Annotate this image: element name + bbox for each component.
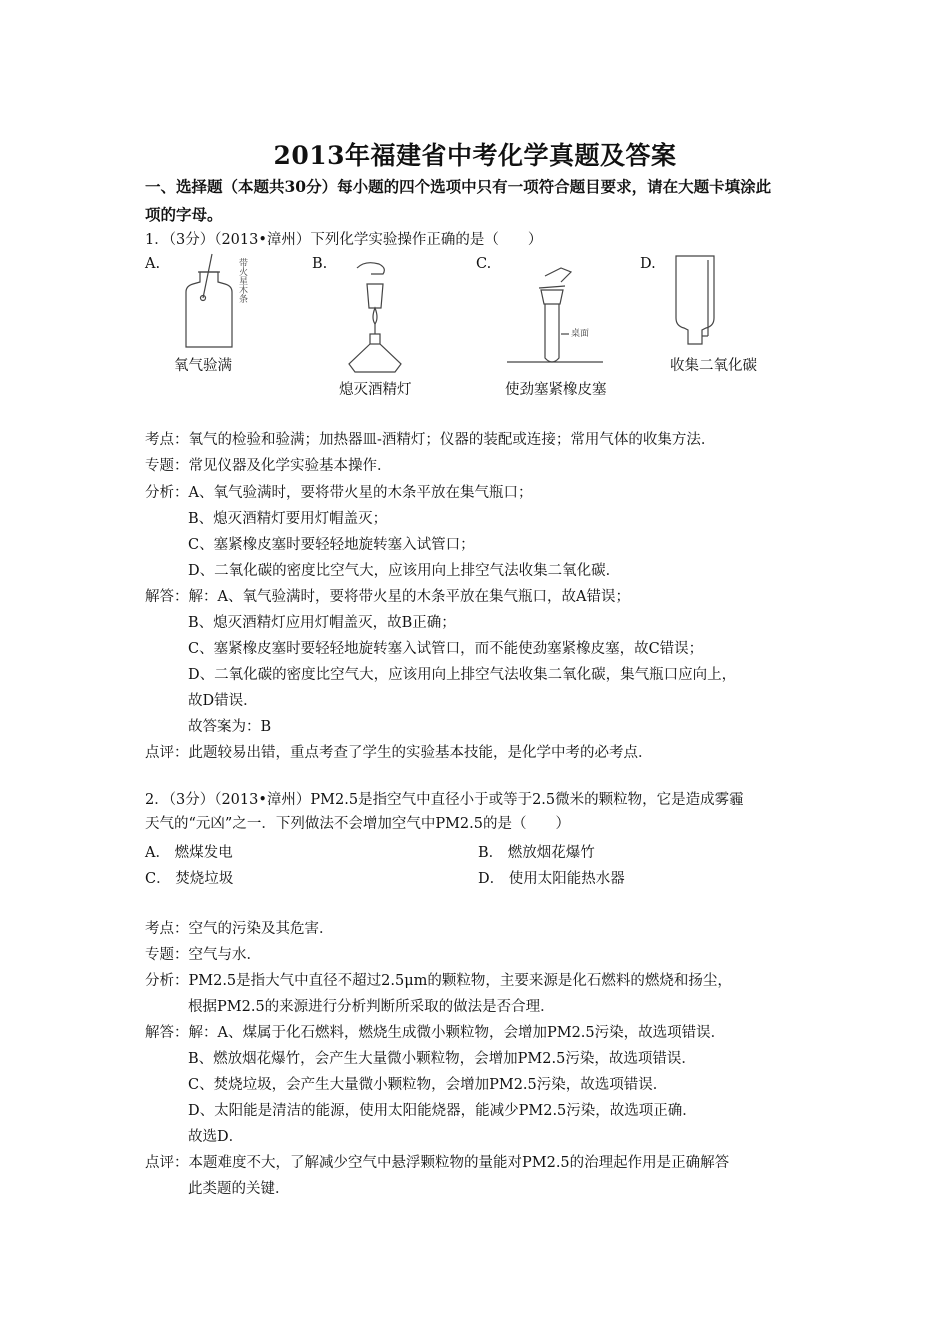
page-title: 2013年福建省中考化学真题及答案 (273, 141, 677, 170)
q1-jieda-line6: 故答案为：B (188, 719, 272, 735)
q2-stem-line2: 天气的“元凶”之一．下列做法不会增加空气中PM2.5的是（ ） (145, 816, 570, 832)
q2-fenxi-line1: 分析：PM2.5是指大气中直径不超过2.5μm的颗粒物，主要来源是化石燃料的燃烧和扬尘， (145, 973, 732, 989)
q2-kaodian: 考点：空气的污染及其危害． (145, 921, 334, 937)
q2-option-c: C． 焚烧垃圾 (145, 871, 234, 887)
q1-jieda-line1: 解答：解：A、氧气验满时，要将带火星的木条平放在集气瓶口，故A错误； (145, 589, 630, 605)
q1-zhuanti: 专题：常见仪器及化学实验基本操作． (145, 458, 392, 474)
q1-option-c-caption: 使劲塞紧橡皮塞 (505, 382, 607, 398)
q2-option-a: A． 燃煤发电 (145, 845, 233, 861)
q1-option-d-letter: D. (640, 256, 656, 272)
q2-jieda-line2: B、燃放烟花爆竹，会产生大量微小颗粒物，会增加PM2.5污染，故选项错误． (188, 1051, 696, 1067)
q1-fenxi-line4: D、二氧化碳的密度比空气大，应该用向上排空气法收集二氧化碳． (188, 563, 621, 579)
q1-figure-d-gas-bottle (668, 252, 728, 352)
q2-dianping-line2: 此类题的关键． (188, 1181, 290, 1197)
q2-zhuanti: 专题：空气与水． (145, 947, 261, 963)
q1-stem: 1．（3分）（2013•漳州）下列化学实验操作正确的是（ ） (145, 232, 543, 248)
q1-fenxi-line2: B、熄灭酒精灯要用灯帽盖灭； (188, 511, 388, 527)
q2-stem-line1: 2．（3分）（2013•漳州）PM2.5是指空气中直径小于或等于2.5微米的颗粒物，它是造成雾霾 (145, 792, 744, 808)
q1-option-c-letter: C. (476, 256, 492, 272)
q2-fenxi-line2: 根据PM2.5的来源进行分析判断所采取的做法是否合理． (188, 999, 555, 1015)
q1-option-d-caption: 收集二氧化碳 (670, 358, 757, 374)
section-heading-line2: 项的字母。 (145, 205, 223, 224)
q1-option-a-letter: A. (145, 256, 161, 272)
q1-option-b-letter: B. (312, 256, 328, 272)
q1-figure-b-alcohol-lamp (335, 260, 415, 380)
q1-jieda-line4: D、二氧化碳的密度比空气大，应该用向上排空气法收集二氧化碳，集气瓶口应向上， (188, 667, 737, 683)
q1-jieda-line5: 故D错误． (188, 693, 258, 709)
q1-figure-c-stopper (505, 262, 605, 370)
q1-option-a-caption: 氧气验满 (174, 358, 232, 374)
q2-option-d: D． 使用太阳能热水器 (478, 871, 625, 887)
q2-option-b: B． 燃放烟花爆竹 (478, 845, 595, 861)
q2-dianping-line1: 点评：本题难度不大，了解减少空气中悬浮颗粒物的量能对PM2.5的治理起作用是正确解答 (145, 1155, 730, 1171)
q1-jieda-line2: B、熄灭酒精灯应用灯帽盖灭，故B正确； (188, 615, 456, 631)
q1-figure-a-label: 带火星木条 (237, 258, 247, 303)
q2-jieda-line3: C、焚烧垃圾，会产生大量微小颗粒物，会增加PM2.5污染，故选项错误． (188, 1077, 668, 1093)
q2-jieda-line4: D、太阳能是清洁的能源，使用太阳能烧器，能减少PM2.5污染，故选项正确． (188, 1103, 697, 1119)
q2-jieda-line1: 解答：解：A、煤属于化石燃料，燃烧生成微小颗粒物，会增加PM2.5污染，故选项错误． (145, 1025, 726, 1041)
q1-figure-c-label: 桌面 (571, 329, 590, 339)
q2-jieda-line5: 故选D． (188, 1129, 244, 1145)
q1-option-b-caption: 熄灭酒精灯 (339, 382, 412, 398)
q1-fenxi-line3: C、塞紧橡皮塞时要轻轻地旋转塞入试管口； (188, 537, 475, 553)
section-heading-line1: 一、选择题（本题共30分）每小题的四个选项中只有一项符合题目要求，请在大题卡填涂此 (145, 177, 772, 196)
q1-kaodian: 考点：氧气的检验和验满；加热器皿-酒精灯；仪器的装配或连接；常用气体的收集方法． (145, 432, 716, 448)
q1-jieda-line3: C、塞紧橡皮塞时要轻轻地旋转塞入试管口，而不能使劲塞紧橡皮塞，故C错误； (188, 641, 704, 657)
q1-fenxi-line1: 分析：A、氧气验满时，要将带火星的木条平放在集气瓶口； (145, 485, 533, 501)
q1-dianping: 点评：此题较易出错，重点考查了学生的实验基本技能，是化学中考的必考点． (145, 745, 653, 761)
